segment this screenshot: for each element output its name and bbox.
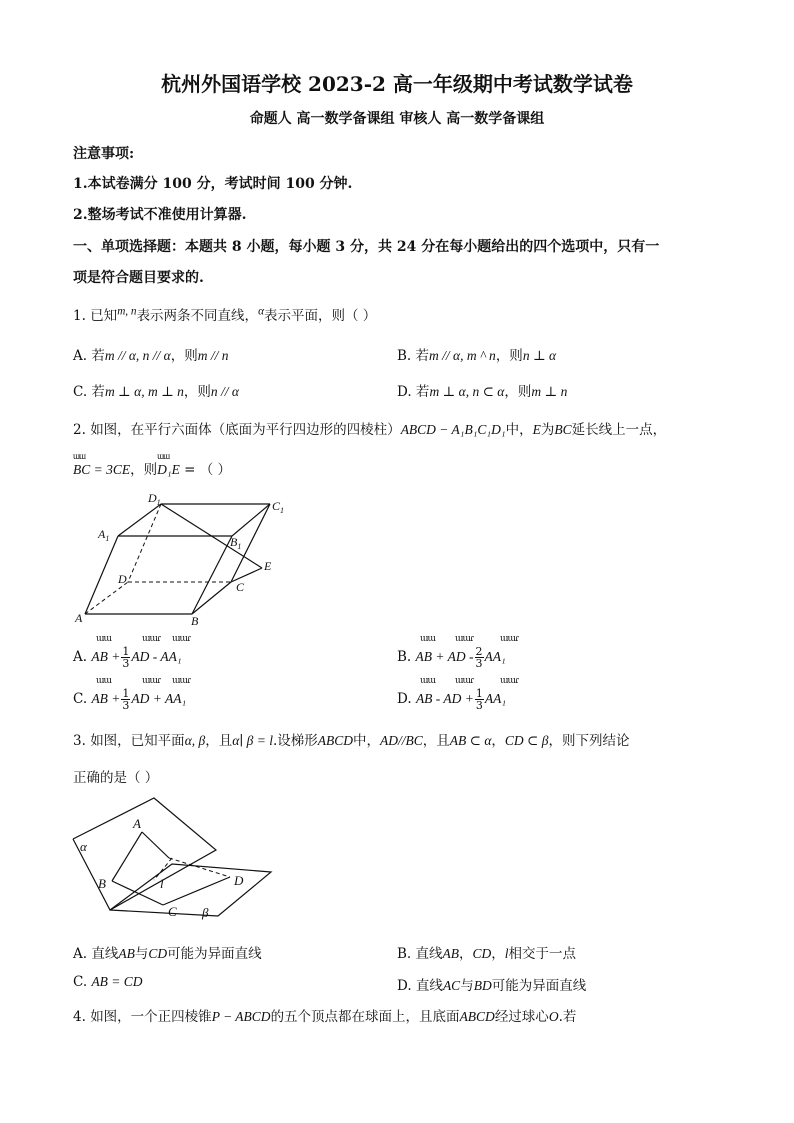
option-label: B. 直线 xyxy=(397,946,443,962)
q4-text2: 的五个顶点都在球面上，且底面 xyxy=(270,1009,460,1025)
option-then: ，则 xyxy=(495,348,523,364)
option-label: C. xyxy=(73,691,88,707)
option-text: 可能为异面直线 xyxy=(167,946,262,962)
edge-b-c xyxy=(192,582,231,614)
fraction: $\frac{2}{3}$ xyxy=(475,645,483,670)
edge-a1-a xyxy=(85,536,118,614)
q3-text1: 如图，已知平面 xyxy=(90,733,185,749)
option-label: D. 直线 xyxy=(397,978,443,994)
edge-b1-c1 xyxy=(232,504,270,536)
fraction: $\frac{1}{3}$ xyxy=(475,687,483,712)
option-math: m // α, n // α xyxy=(104,348,171,363)
option-math: l xyxy=(504,946,509,961)
question-3-stem-line2: 正确的是（ ） xyxy=(73,770,159,786)
question-2-stem-line1 xyxy=(73,418,666,438)
option-math: m ⊥ α, m ⊥ n xyxy=(104,384,184,399)
option-text: 与 xyxy=(460,978,474,994)
option-math: AB = CD xyxy=(91,974,143,989)
option-math: AC xyxy=(442,978,461,993)
q3-text5: ，且 xyxy=(422,733,450,749)
q3-planes: α, β xyxy=(184,733,206,748)
option-text: ， xyxy=(459,946,473,962)
option-result: n // α xyxy=(210,384,240,399)
edge-ab xyxy=(112,832,142,881)
option-label: C. xyxy=(73,974,88,990)
q4-text3: 经过球心 xyxy=(494,1009,549,1025)
q2-cond: BC = 3CE xyxy=(73,462,131,477)
option-text: 可能为异面直线 xyxy=(491,978,587,994)
q2-b-arrows: ɯɯɾ xyxy=(455,634,474,644)
label-b: B xyxy=(98,876,106,891)
q3-option-a[interactable] xyxy=(73,942,262,962)
label-c1: $C_1$ xyxy=(272,499,285,515)
label-d: D xyxy=(118,572,127,586)
q1-option-d[interactable] xyxy=(397,380,567,400)
option-label: D. 若 xyxy=(397,384,430,400)
q1-var-mn: m, n xyxy=(117,305,137,318)
exam-subtitle: 命题人 高一数学备课组 审核人 高一数学备课组 xyxy=(249,111,545,127)
q2-text6: = （ ） xyxy=(179,462,232,478)
option-expr-post: AD + AA₁ xyxy=(131,691,187,706)
option-math: AB xyxy=(118,946,135,961)
label-l: l xyxy=(160,876,164,891)
q3-text3: .设梯形 xyxy=(272,733,318,749)
q2-c-arrows: ɯɯɾ xyxy=(142,676,161,686)
exam-title: 杭州外国语学校 2023-2 高一年级期中考试数学试卷 xyxy=(161,72,633,96)
section-heading-line1: 一、单项选择题：本题共 8 小题，每小题 3 分，共 24 分在每小题给出的四个选项中，只有一 xyxy=(73,239,660,255)
option-label: A. 直线 xyxy=(73,946,119,962)
option-expr-post: AA₁ xyxy=(484,649,506,664)
q2-point-e: E xyxy=(532,422,541,437)
fraction: $\frac{1}{3}$ xyxy=(122,645,130,670)
question-2-stem-line2 xyxy=(73,451,232,478)
question-number: 3. xyxy=(73,733,86,749)
option-math: m // α, m ^ n xyxy=(429,348,496,363)
q2-text4: 延长线上一点， xyxy=(571,422,667,438)
option-label: B. xyxy=(397,649,412,665)
q2-d-arrows: ɯɯɾ xyxy=(500,676,519,686)
option-math: m ⊥ α, n ⊂ α xyxy=(429,384,505,399)
notes-item-1: 1.本试卷满分 100 分，考试时间 100 分钟. xyxy=(73,176,353,192)
notes-heading: 注意事项: xyxy=(73,146,135,162)
question-1-stem xyxy=(73,304,376,324)
label-d1: $D_1$ xyxy=(148,491,161,507)
option-then: ，则 xyxy=(170,348,198,364)
label-e: E xyxy=(264,559,272,573)
option-text: 相交于一点 xyxy=(508,946,577,962)
q2-c-arrows: ɯɯɾ xyxy=(172,676,191,686)
option-expr-pre: AB - AD + xyxy=(415,691,474,706)
question-number: 2. xyxy=(73,422,86,438)
option-math: CD xyxy=(148,946,168,961)
option-math: CD xyxy=(472,946,492,961)
q3-option-b[interactable] xyxy=(397,942,576,962)
question-3-stem-line1 xyxy=(73,729,629,749)
q3-cond2: CD ⊂ β xyxy=(504,733,549,748)
q1-option-a[interactable] xyxy=(73,344,229,364)
option-expr-pre: AB + xyxy=(91,649,121,664)
option-text: 与 xyxy=(134,946,149,962)
q2-bc: BC xyxy=(554,422,572,437)
label-d: D xyxy=(234,873,244,888)
q3-option-c[interactable] xyxy=(73,974,143,990)
q4-center: O xyxy=(548,1009,559,1024)
label-alpha: α xyxy=(80,839,87,854)
q2-text2: 中， xyxy=(505,422,533,438)
option-label: A. xyxy=(73,649,88,665)
option-then: ，则 xyxy=(504,384,532,400)
option-result: n ⊥ α xyxy=(522,348,557,363)
q2-cond-vector xyxy=(73,451,131,478)
vector-arrow: ɯɯ xyxy=(73,451,86,461)
q2-text5: ，则 xyxy=(130,462,158,478)
label-beta: β xyxy=(202,905,209,920)
q2-option-c[interactable] xyxy=(73,688,186,711)
q1-text-pre: 已知 xyxy=(90,308,118,324)
q2-target: D₁E xyxy=(157,462,180,477)
edge-cd xyxy=(163,877,230,905)
fraction: $\frac{1}{3}$ xyxy=(122,687,130,712)
q2-solid: ABCD − A₁B₁C₁D₁ xyxy=(400,422,506,437)
option-label: A. 若 xyxy=(73,348,105,364)
q2-text3: 为 xyxy=(540,422,555,438)
q3-text4: 中， xyxy=(353,733,381,749)
q2-option-a[interactable] xyxy=(73,646,182,669)
option-math: AB xyxy=(442,946,460,961)
q3-option-d[interactable] xyxy=(397,974,586,994)
q1-text-post: 表示平面，则（ ） xyxy=(263,308,377,324)
q2-target-vector xyxy=(157,451,180,478)
option-expr-post: AA₁ xyxy=(484,691,507,706)
q3-text6: ， xyxy=(491,733,505,749)
two-planes-figure xyxy=(68,794,276,922)
plane-alpha xyxy=(73,798,216,910)
option-result: m ⊥ n xyxy=(531,384,568,399)
option-label: C. 若 xyxy=(73,384,105,400)
q1-option-b[interactable] xyxy=(397,344,556,364)
q3-trapezoid: ABCD xyxy=(317,733,354,748)
parallelepiped-figure xyxy=(70,488,285,630)
q1-option-c[interactable] xyxy=(73,380,239,400)
q3-cond1: AB ⊂ α xyxy=(449,733,492,748)
option-result: m // n xyxy=(197,348,229,363)
label-c: C xyxy=(236,580,245,594)
q2-a-arrows: ɯɯɾ xyxy=(172,634,191,644)
q3-text7: ，则下列结论 xyxy=(548,733,630,749)
q2-option-b[interactable] xyxy=(397,646,506,669)
label-b1: $B_1$ xyxy=(230,535,242,551)
q3-parallel: AD//BC xyxy=(380,733,423,748)
option-expr-pre: AB + xyxy=(91,691,121,706)
edge-ad-visible xyxy=(142,832,169,858)
q3-intersection: α∣ β = l xyxy=(232,733,273,748)
q2-c-arrows: ɯɯ xyxy=(96,676,112,686)
label-b: B xyxy=(191,614,199,628)
option-expr-pre: AB + AD - xyxy=(415,649,474,664)
question-number: 4. xyxy=(73,1009,86,1025)
section-heading-line2: 项是符合题目要求的. xyxy=(73,270,204,286)
label-a: A xyxy=(133,816,141,831)
q4-text1: 如图，一个正四棱锥 xyxy=(90,1009,212,1025)
q2-a-arrows: ɯɯ xyxy=(96,634,112,644)
label-c: C xyxy=(168,904,177,919)
q3-text2: ，且 xyxy=(205,733,233,749)
notes-item-2: 2.整场考试不准使用计算器. xyxy=(73,207,247,223)
label-a: A xyxy=(75,611,83,625)
option-math: BD xyxy=(473,978,492,993)
edge-b1-b xyxy=(192,536,232,614)
vector-arrow: ɯɯ xyxy=(157,451,170,461)
q2-a-arrows: ɯɯɾ xyxy=(142,634,161,644)
q2-text1: 如图，在平行六面体（底面为平行四边形的四棱柱） xyxy=(90,422,401,438)
q2-b-arrows: ɯɯ xyxy=(420,634,436,644)
option-expr-post: AD - AA₁ xyxy=(131,649,182,664)
option-then: ，则 xyxy=(183,384,211,400)
option-text: ， xyxy=(491,946,505,962)
question-4-stem xyxy=(73,1005,576,1025)
q4-text4: .若 xyxy=(558,1009,577,1025)
option-label: B. 若 xyxy=(397,348,430,364)
q1-text-mid: 表示两条不同直线， xyxy=(136,308,259,324)
q2-b-arrows: ɯɯɾ xyxy=(500,634,519,644)
q1-var-alpha: α xyxy=(258,305,264,318)
q2-d-arrows: ɯɯɾ xyxy=(455,676,474,686)
q4-base: ABCD xyxy=(459,1009,495,1024)
plane-beta xyxy=(110,864,271,916)
q2-d-arrows: ɯɯ xyxy=(420,676,436,686)
q4-pyramid: P − ABCD xyxy=(211,1009,271,1024)
label-a1: $A_1$ xyxy=(98,527,110,543)
option-label: D. xyxy=(397,691,412,707)
q2-option-d[interactable] xyxy=(397,688,506,711)
question-number: 1. xyxy=(73,308,86,324)
